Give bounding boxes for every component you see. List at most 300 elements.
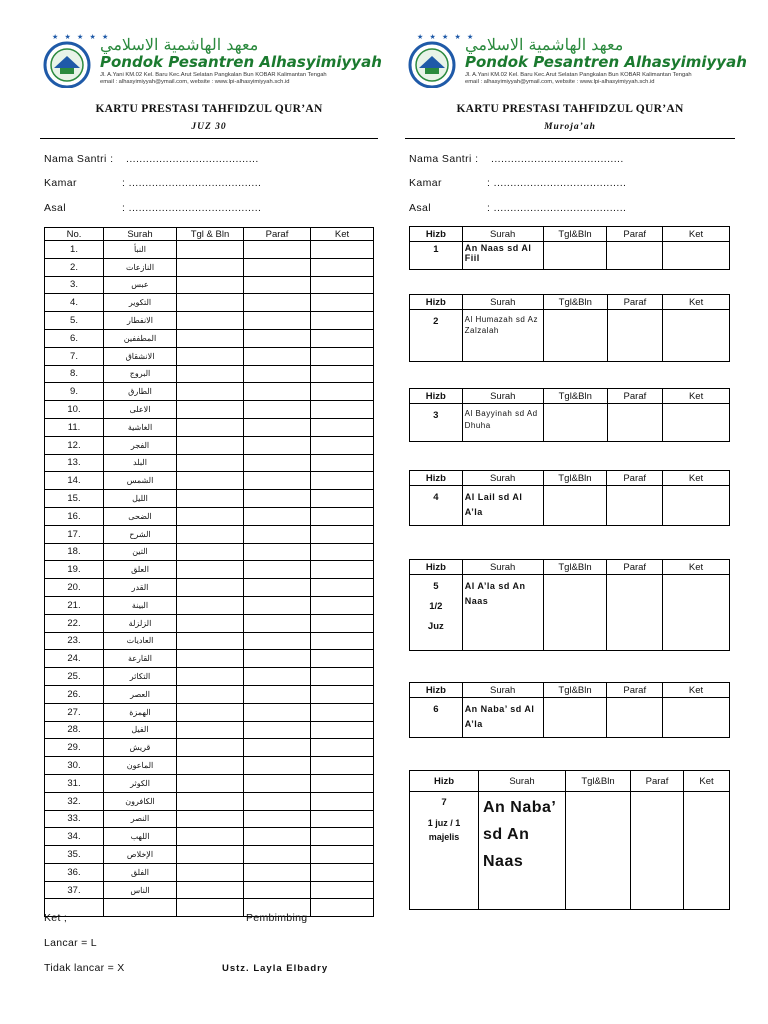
table-row — [45, 436, 374, 454]
paraf-cell[interactable] — [244, 436, 311, 454]
date-cell[interactable] — [177, 828, 244, 846]
paraf-cell[interactable] — [244, 365, 311, 383]
paraf-header: Paraf — [631, 771, 684, 792]
hizb-header: Hizb — [410, 771, 479, 792]
surah-name: النبأ — [104, 241, 177, 259]
paraf-cell[interactable] — [631, 792, 684, 910]
lancar-legend: Lancar = L — [44, 937, 97, 949]
hizb-header: Hizb — [410, 683, 463, 698]
school-logo-icon — [42, 38, 92, 88]
ket-cell[interactable] — [311, 401, 374, 419]
ket-cell[interactable] — [311, 721, 374, 739]
date-cell[interactable] — [177, 401, 244, 419]
kamar-blank[interactable]: : ........................................ — [487, 177, 627, 189]
date-cell[interactable] — [177, 579, 244, 597]
table-row — [45, 703, 374, 721]
kamar-blank[interactable]: : ........................................ — [122, 177, 262, 189]
paraf-cell[interactable] — [607, 242, 663, 270]
paraf-cell[interactable] — [244, 329, 311, 347]
surah-name: البلد — [104, 454, 177, 472]
surah-name: قريش — [104, 739, 177, 757]
hizb-number: 6 — [410, 698, 463, 738]
paraf-cell[interactable] — [607, 404, 663, 442]
hizb-header-row — [410, 295, 730, 310]
ket-cell[interactable] — [311, 276, 374, 294]
date-cell[interactable] — [543, 404, 607, 442]
paraf-cell[interactable] — [244, 650, 311, 668]
ket-cell[interactable] — [684, 792, 730, 910]
hizb-number-value: 5 — [433, 581, 439, 592]
school-header — [405, 0, 747, 96]
paraf-cell[interactable] — [244, 312, 311, 330]
surah-number: 1. — [45, 241, 104, 259]
date-cell[interactable] — [177, 294, 244, 312]
date-header: Tgl&Bln — [566, 771, 631, 792]
date-cell[interactable] — [177, 383, 244, 401]
ket-cell[interactable] — [311, 294, 374, 312]
paraf-header: Paraf — [607, 389, 663, 404]
table-row — [45, 632, 374, 650]
ket-cell[interactable] — [311, 418, 374, 436]
ket-header: Ket — [663, 295, 730, 310]
hizb-table-4 — [409, 470, 730, 526]
school-name: Pondok Pesantren Alhasyimiyyah — [100, 53, 382, 71]
surah-number: 21. — [45, 596, 104, 614]
surah-name: القدر — [104, 579, 177, 597]
school-logo-icon — [407, 38, 457, 88]
ket-header: Ket — [663, 683, 730, 698]
date-cell[interactable] — [177, 774, 244, 792]
ket-cell[interactable] — [311, 347, 374, 365]
surah-name: النازعات — [104, 258, 177, 276]
address-line: Jl. A.Yani KM.02 Kel. Baru Kec.Arut Selatan Pangkalan Bun KOBAR Kalimantan Tengah — [100, 72, 327, 78]
paraf-header: Paraf — [607, 295, 663, 310]
date-cell[interactable] — [177, 685, 244, 703]
ket-header: Ket — [663, 471, 730, 486]
hizb-header: Hizb — [410, 560, 463, 575]
ket-cell[interactable] — [663, 242, 730, 270]
card-title: KARTU PRESTASI TAHFIDZUL QUR’AN — [95, 103, 323, 115]
table-row — [45, 294, 374, 312]
surah-name: عبس — [104, 276, 177, 294]
ket-cell[interactable] — [311, 863, 374, 881]
right-card — [405, 0, 747, 870]
ket-header: Ket — [663, 389, 730, 404]
paraf-header: Paraf — [607, 471, 663, 486]
hizb-header-row — [410, 227, 730, 242]
surah-number: 29. — [45, 739, 104, 757]
ket-cell[interactable] — [311, 881, 374, 899]
surah-number: 4. — [45, 294, 104, 312]
date-cell[interactable] — [177, 650, 244, 668]
paraf-cell[interactable] — [244, 525, 311, 543]
ket-label: Ket ; — [44, 912, 68, 924]
ket-cell[interactable] — [311, 899, 374, 917]
header-paraf: Paraf — [244, 228, 311, 241]
ket-cell[interactable] — [311, 258, 374, 276]
date-cell[interactable] — [177, 347, 244, 365]
surah-name: الانشقاق — [104, 347, 177, 365]
asal-label: Asal — [409, 202, 432, 214]
ket-cell[interactable] — [311, 312, 374, 330]
ket-cell[interactable] — [311, 329, 374, 347]
hizb-number: 4 — [410, 486, 463, 526]
hizb-table-6 — [409, 682, 730, 738]
ket-cell[interactable] — [311, 365, 374, 383]
date-cell[interactable] — [177, 507, 244, 525]
ket-cell[interactable] — [311, 632, 374, 650]
arabic-school-name: معهد الهاشمية الاسلامي — [465, 35, 624, 54]
surah-number: 25. — [45, 668, 104, 686]
ket-cell[interactable] — [311, 703, 374, 721]
date-cell[interactable] — [177, 668, 244, 686]
table-row — [45, 241, 374, 259]
date-cell[interactable] — [177, 810, 244, 828]
school-header — [40, 0, 382, 96]
arabic-school-name: معهد الهاشمية الاسلامي — [100, 35, 259, 54]
surah-name: الهمزة — [104, 703, 177, 721]
surah-name: العلق — [104, 561, 177, 579]
ket-cell[interactable] — [311, 472, 374, 490]
hizb-number-value: 7 — [441, 797, 447, 808]
paraf-cell[interactable] — [244, 347, 311, 365]
date-cell[interactable] — [177, 632, 244, 650]
surah-name: النصر — [104, 810, 177, 828]
stars-decoration: ★ ★ ★ ★ ★ — [417, 33, 476, 41]
ket-cell[interactable] — [663, 698, 730, 738]
divider — [40, 138, 378, 139]
paraf-header: Paraf — [607, 683, 663, 698]
surah-number: 15. — [45, 490, 104, 508]
ket-cell[interactable] — [311, 774, 374, 792]
date-cell[interactable] — [177, 863, 244, 881]
paraf-header: Paraf — [607, 227, 663, 242]
paraf-cell[interactable] — [244, 774, 311, 792]
ket-cell[interactable] — [311, 241, 374, 259]
surah-number: 31. — [45, 774, 104, 792]
hizb-table-2 — [409, 294, 730, 362]
paraf-cell[interactable] — [244, 703, 311, 721]
ket-cell[interactable] — [311, 525, 374, 543]
date-cell[interactable] — [177, 436, 244, 454]
table-row — [45, 490, 374, 508]
ket-cell[interactable] — [311, 490, 374, 508]
date-cell[interactable] — [177, 739, 244, 757]
paraf-cell[interactable] — [244, 863, 311, 881]
date-cell[interactable] — [177, 881, 244, 899]
paraf-cell[interactable] — [244, 596, 311, 614]
ket-header: Ket — [663, 227, 730, 242]
surah-header: Surah — [479, 771, 566, 792]
hizb-surah: Al Humazah sd Az Zalzalah — [462, 310, 543, 362]
paraf-cell[interactable] — [244, 507, 311, 525]
table-row — [45, 596, 374, 614]
table-row — [45, 810, 374, 828]
date-cell[interactable] — [543, 486, 607, 526]
card-subtitle: JUZ 30 — [191, 122, 227, 132]
hizb-row — [410, 310, 730, 362]
hizb-number — [410, 575, 463, 651]
paraf-cell[interactable] — [244, 472, 311, 490]
surah-number: 19. — [45, 561, 104, 579]
surah-name: الضحى — [104, 507, 177, 525]
date-cell[interactable] — [177, 846, 244, 864]
ket-cell[interactable] — [311, 846, 374, 864]
paraf-cell[interactable] — [607, 575, 663, 651]
pembimbing-label: Pembimbing — [246, 912, 308, 924]
hizb-surah: Al A’la sd An Naas — [462, 575, 543, 651]
asal-field — [44, 202, 262, 214]
date-header: Tgl&Bln — [543, 683, 607, 698]
surah-number: 26. — [45, 685, 104, 703]
surah-number: 8. — [45, 365, 104, 383]
hizb-header-row — [410, 389, 730, 404]
table-row — [45, 454, 374, 472]
hizb-surah: An Naba’ sd An Naas — [479, 792, 566, 910]
paraf-cell[interactable] — [244, 685, 311, 703]
ket-cell[interactable] — [663, 404, 730, 442]
surah-name: الناس — [104, 881, 177, 899]
hizb-header-row — [410, 560, 730, 575]
paraf-cell[interactable] — [244, 846, 311, 864]
surah-number: 24. — [45, 650, 104, 668]
paraf-cell[interactable] — [244, 543, 311, 561]
date-cell[interactable] — [177, 703, 244, 721]
table-row — [45, 258, 374, 276]
hizb-header-row — [410, 471, 730, 486]
surah-name: اللهب — [104, 828, 177, 846]
date-cell[interactable] — [177, 365, 244, 383]
surah-name: الطارق — [104, 383, 177, 401]
date-header: Tgl&Bln — [543, 560, 607, 575]
surah-name: الكافرون — [104, 792, 177, 810]
ket-cell[interactable] — [311, 685, 374, 703]
ket-cell[interactable] — [311, 810, 374, 828]
paraf-cell[interactable] — [244, 739, 311, 757]
hizb-table-3 — [409, 388, 730, 442]
date-cell[interactable] — [177, 543, 244, 561]
table-row — [45, 312, 374, 330]
surah-number: 16. — [45, 507, 104, 525]
paraf-cell[interactable] — [244, 614, 311, 632]
ket-cell[interactable] — [311, 739, 374, 757]
paraf-cell[interactable] — [244, 810, 311, 828]
surah-number: 18. — [45, 543, 104, 561]
date-header: Tgl&Bln — [543, 471, 607, 486]
hizb-header: Hizb — [410, 471, 463, 486]
paraf-cell[interactable] — [244, 721, 311, 739]
left-card — [40, 0, 382, 974]
surah-name: العصر — [104, 685, 177, 703]
ket-cell[interactable] — [663, 486, 730, 526]
ket-cell[interactable] — [311, 436, 374, 454]
ket-cell[interactable] — [311, 561, 374, 579]
contact-line: email : alhasyimiyyah@ymail.com, website : www.lpi-alhasyimiyyah.sch.id — [465, 79, 655, 85]
paraf-header: Paraf — [607, 560, 663, 575]
surah-number: 37. — [45, 881, 104, 899]
date-cell[interactable] — [177, 258, 244, 276]
ket-cell[interactable] — [311, 454, 374, 472]
ket-cell[interactable] — [311, 792, 374, 810]
surah-number: 33. — [45, 810, 104, 828]
surah-number: 27. — [45, 703, 104, 721]
paraf-cell[interactable] — [244, 294, 311, 312]
contact-line: email : alhasyimiyyah@ymail.com, website : www.lpi-alhasyimiyyah.sch.id — [100, 79, 290, 85]
asal-blank[interactable]: : ........................................ — [487, 202, 627, 214]
ket-cell[interactable] — [311, 650, 374, 668]
date-cell[interactable] — [177, 561, 244, 579]
surah-name: التكاثر — [104, 668, 177, 686]
hizb-row — [410, 698, 730, 738]
table-row — [45, 650, 374, 668]
surah-number: 9. — [45, 383, 104, 401]
date-cell[interactable] — [177, 525, 244, 543]
date-cell[interactable] — [177, 792, 244, 810]
date-cell[interactable] — [543, 575, 607, 651]
address-line: Jl. A.Yani KM.02 Kel. Baru Kec.Arut Selatan Pangkalan Bun KOBAR Kalimantan Tengah — [465, 72, 692, 78]
paraf-cell[interactable] — [244, 792, 311, 810]
ket-cell[interactable] — [663, 310, 730, 362]
table-row — [45, 525, 374, 543]
date-cell[interactable] — [177, 312, 244, 330]
hizb-surah: Al Lail sd Al A’la — [462, 486, 543, 526]
ket-cell[interactable] — [311, 507, 374, 525]
hizb-juz-label: Juz — [427, 621, 444, 632]
paraf-cell[interactable] — [244, 241, 311, 259]
paraf-cell[interactable] — [607, 698, 663, 738]
hizb-header: Hizb — [410, 295, 463, 310]
ket-cell[interactable] — [311, 614, 374, 632]
nama-blank[interactable]: ........................................ — [491, 153, 624, 165]
date-cell[interactable] — [177, 276, 244, 294]
hizb-header: Hizb — [410, 227, 463, 242]
ket-cell[interactable] — [311, 383, 374, 401]
asal-label: Asal — [44, 202, 67, 214]
tidak-lancar-legend: Tidak lancar = X — [44, 962, 125, 974]
ket-cell[interactable] — [311, 757, 374, 775]
surah-number: 30. — [45, 757, 104, 775]
surah-name: البينة — [104, 596, 177, 614]
paraf-cell[interactable] — [244, 418, 311, 436]
ket-header: Ket — [684, 771, 730, 792]
date-cell[interactable] — [177, 757, 244, 775]
paraf-cell[interactable] — [244, 881, 311, 899]
surah-name: الليل — [104, 490, 177, 508]
ket-cell[interactable] — [311, 828, 374, 846]
header-no: No. — [45, 228, 104, 241]
date-cell[interactable] — [566, 792, 631, 910]
surah-header: Surah — [462, 683, 543, 698]
paraf-cell[interactable] — [244, 579, 311, 597]
header-date: Tgl & Bln — [177, 228, 244, 241]
table-row — [45, 846, 374, 864]
surah-name: المطففين — [104, 329, 177, 347]
paraf-cell[interactable] — [607, 486, 663, 526]
date-cell[interactable] — [177, 418, 244, 436]
table-row — [45, 401, 374, 419]
date-cell[interactable] — [177, 614, 244, 632]
surah-number: 7. — [45, 347, 104, 365]
school-name: Pondok Pesantren Alhasyimiyyah — [465, 53, 747, 71]
paraf-cell[interactable] — [244, 454, 311, 472]
hizb-row — [410, 575, 730, 651]
surah-number: 11. — [45, 418, 104, 436]
hizb-row — [410, 404, 730, 442]
ket-cell[interactable] — [311, 543, 374, 561]
table-row — [45, 757, 374, 775]
paraf-cell[interactable] — [607, 310, 663, 362]
table-row — [45, 899, 374, 917]
ket-cell[interactable] — [311, 579, 374, 597]
date-cell[interactable] — [177, 899, 244, 917]
hizb-fraction: 1/2 — [429, 601, 443, 612]
table-row — [45, 774, 374, 792]
date-cell[interactable] — [177, 454, 244, 472]
date-cell[interactable] — [543, 698, 607, 738]
table-row — [45, 685, 374, 703]
date-cell[interactable] — [177, 596, 244, 614]
surah-number: 3. — [45, 276, 104, 294]
nama-blank[interactable]: ........................................ — [126, 153, 259, 165]
school-address — [100, 72, 327, 86]
ket-cell[interactable] — [663, 575, 730, 651]
ket-cell[interactable] — [311, 596, 374, 614]
surah-header: Surah — [462, 389, 543, 404]
date-cell[interactable] — [543, 242, 607, 270]
paraf-cell[interactable] — [244, 828, 311, 846]
card-subtitle: Muroja’ah — [544, 122, 596, 132]
date-cell[interactable] — [177, 472, 244, 490]
table-row — [45, 347, 374, 365]
paraf-cell[interactable] — [244, 632, 311, 650]
paraf-cell[interactable] — [244, 276, 311, 294]
date-cell[interactable] — [177, 721, 244, 739]
surah-number: 20. — [45, 579, 104, 597]
divider — [405, 138, 735, 139]
nama-field — [409, 153, 624, 165]
asal-blank[interactable]: : ........................................ — [122, 202, 262, 214]
date-cell[interactable] — [177, 241, 244, 259]
hizb-scope: 1 juz / 1 majelis — [427, 818, 461, 842]
surah-name: الإخلاص — [104, 846, 177, 864]
hizb-row — [410, 792, 730, 910]
hizb-table-7 — [409, 770, 730, 910]
hizb-number: 1 — [410, 242, 463, 270]
date-cell[interactable] — [543, 310, 607, 362]
paraf-cell[interactable] — [244, 258, 311, 276]
hizb-number — [410, 792, 479, 910]
header-ket: Ket — [311, 228, 374, 241]
date-cell[interactable] — [177, 490, 244, 508]
nama-label: Nama Santri : — [44, 153, 114, 165]
hizb-row — [410, 242, 730, 270]
date-cell[interactable] — [177, 329, 244, 347]
paraf-cell[interactable] — [244, 401, 311, 419]
paraf-cell[interactable] — [244, 757, 311, 775]
paraf-cell[interactable] — [244, 561, 311, 579]
surah-name: الفلق — [104, 863, 177, 881]
surah-name: الزلزلة — [104, 614, 177, 632]
hizb-number: 2 — [410, 310, 463, 362]
paraf-cell[interactable] — [244, 490, 311, 508]
surah-name: العاديات — [104, 632, 177, 650]
paraf-cell[interactable] — [244, 383, 311, 401]
paraf-cell[interactable] — [244, 668, 311, 686]
surah-name: الفجر — [104, 436, 177, 454]
ket-cell[interactable] — [311, 668, 374, 686]
stars-decoration: ★ ★ ★ ★ ★ — [52, 33, 111, 41]
supervisor-name: Ustz. Layla Elbadry — [222, 963, 329, 974]
